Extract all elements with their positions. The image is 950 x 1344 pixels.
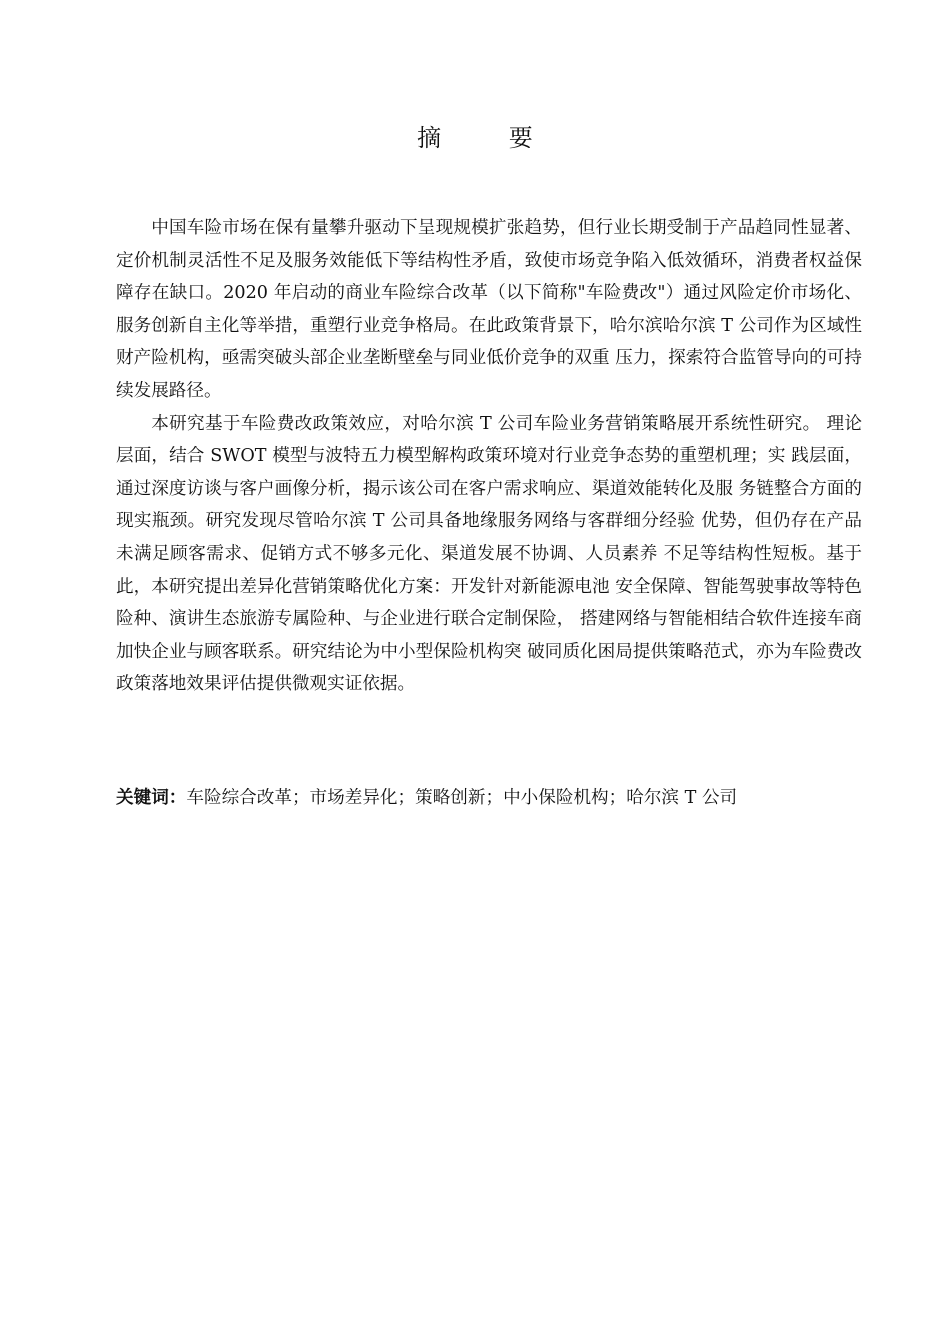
abstract-body	[116, 212, 862, 701]
keywords-label: 关键词：	[116, 788, 187, 808]
abstract-title: 摘 要	[417, 124, 563, 152]
keywords-text: 车险综合改革；市场差异化；策略创新；中小保险机构；哈尔滨 T 公司	[186, 788, 738, 808]
abstract-paragraph-1: 中国车险市场在保有量攀升驱动下呈现规模扩张趋势，但行业长期受制于产品趋同性显著、定价机制灵活性不足及服务效能低下等结构性矛盾，致使市场竞争陷入低效循环，消费者权益保障存在缺口。2020 年启动的商业车险综合改革（以下简称"车险费改"）通过风险定价市场化、服务创新自主化等举措，重塑行业竞争格局。在此政策背景下，哈尔滨哈尔滨 T 公司作为区域性财产险机构，亟需突破头部企业垄断壁垒与同业低价竞争的双重 压力，探索符合监管导向的可持续发展路径。	[116, 218, 862, 401]
abstract-paragraph-2: 本研究基于车险费改政策效应，对哈尔滨 T 公司车险业务营销策略展开系统性研究。 理论层面，结合 SWOT 模型与波特五力模型解构政策环境对行业竞争态势的重塑机理；实 践层面，通过深度访谈与客户画像分析，揭示该公司在客户需求响应、渠道效能转化及服 务链整合方面的现实瓶颈。研究发现尽管哈尔滨 T 公司具备地缘服务网络与客群细分经验 优势，但仍存在产品未满足顾客需求、促销方式不够多元化、渠道发展不协调、人员素养 不足等结构性短板。基于此，本研究提出差异化营销策略优化方案：开发针对新能源电池 安全保障、智能驾驶事故等特色险种、演讲生态旅游专属险种、与企业进行联合定制保险， 搭建网络与智能相结合软件连接车商加快企业与顾客联系。研究结论为中小型保险机构突 破同质化困局提供策略范式，亦为车险费改政策落地效果评估提供微观实证依据。	[116, 413, 862, 695]
keywords-line	[116, 782, 862, 814]
